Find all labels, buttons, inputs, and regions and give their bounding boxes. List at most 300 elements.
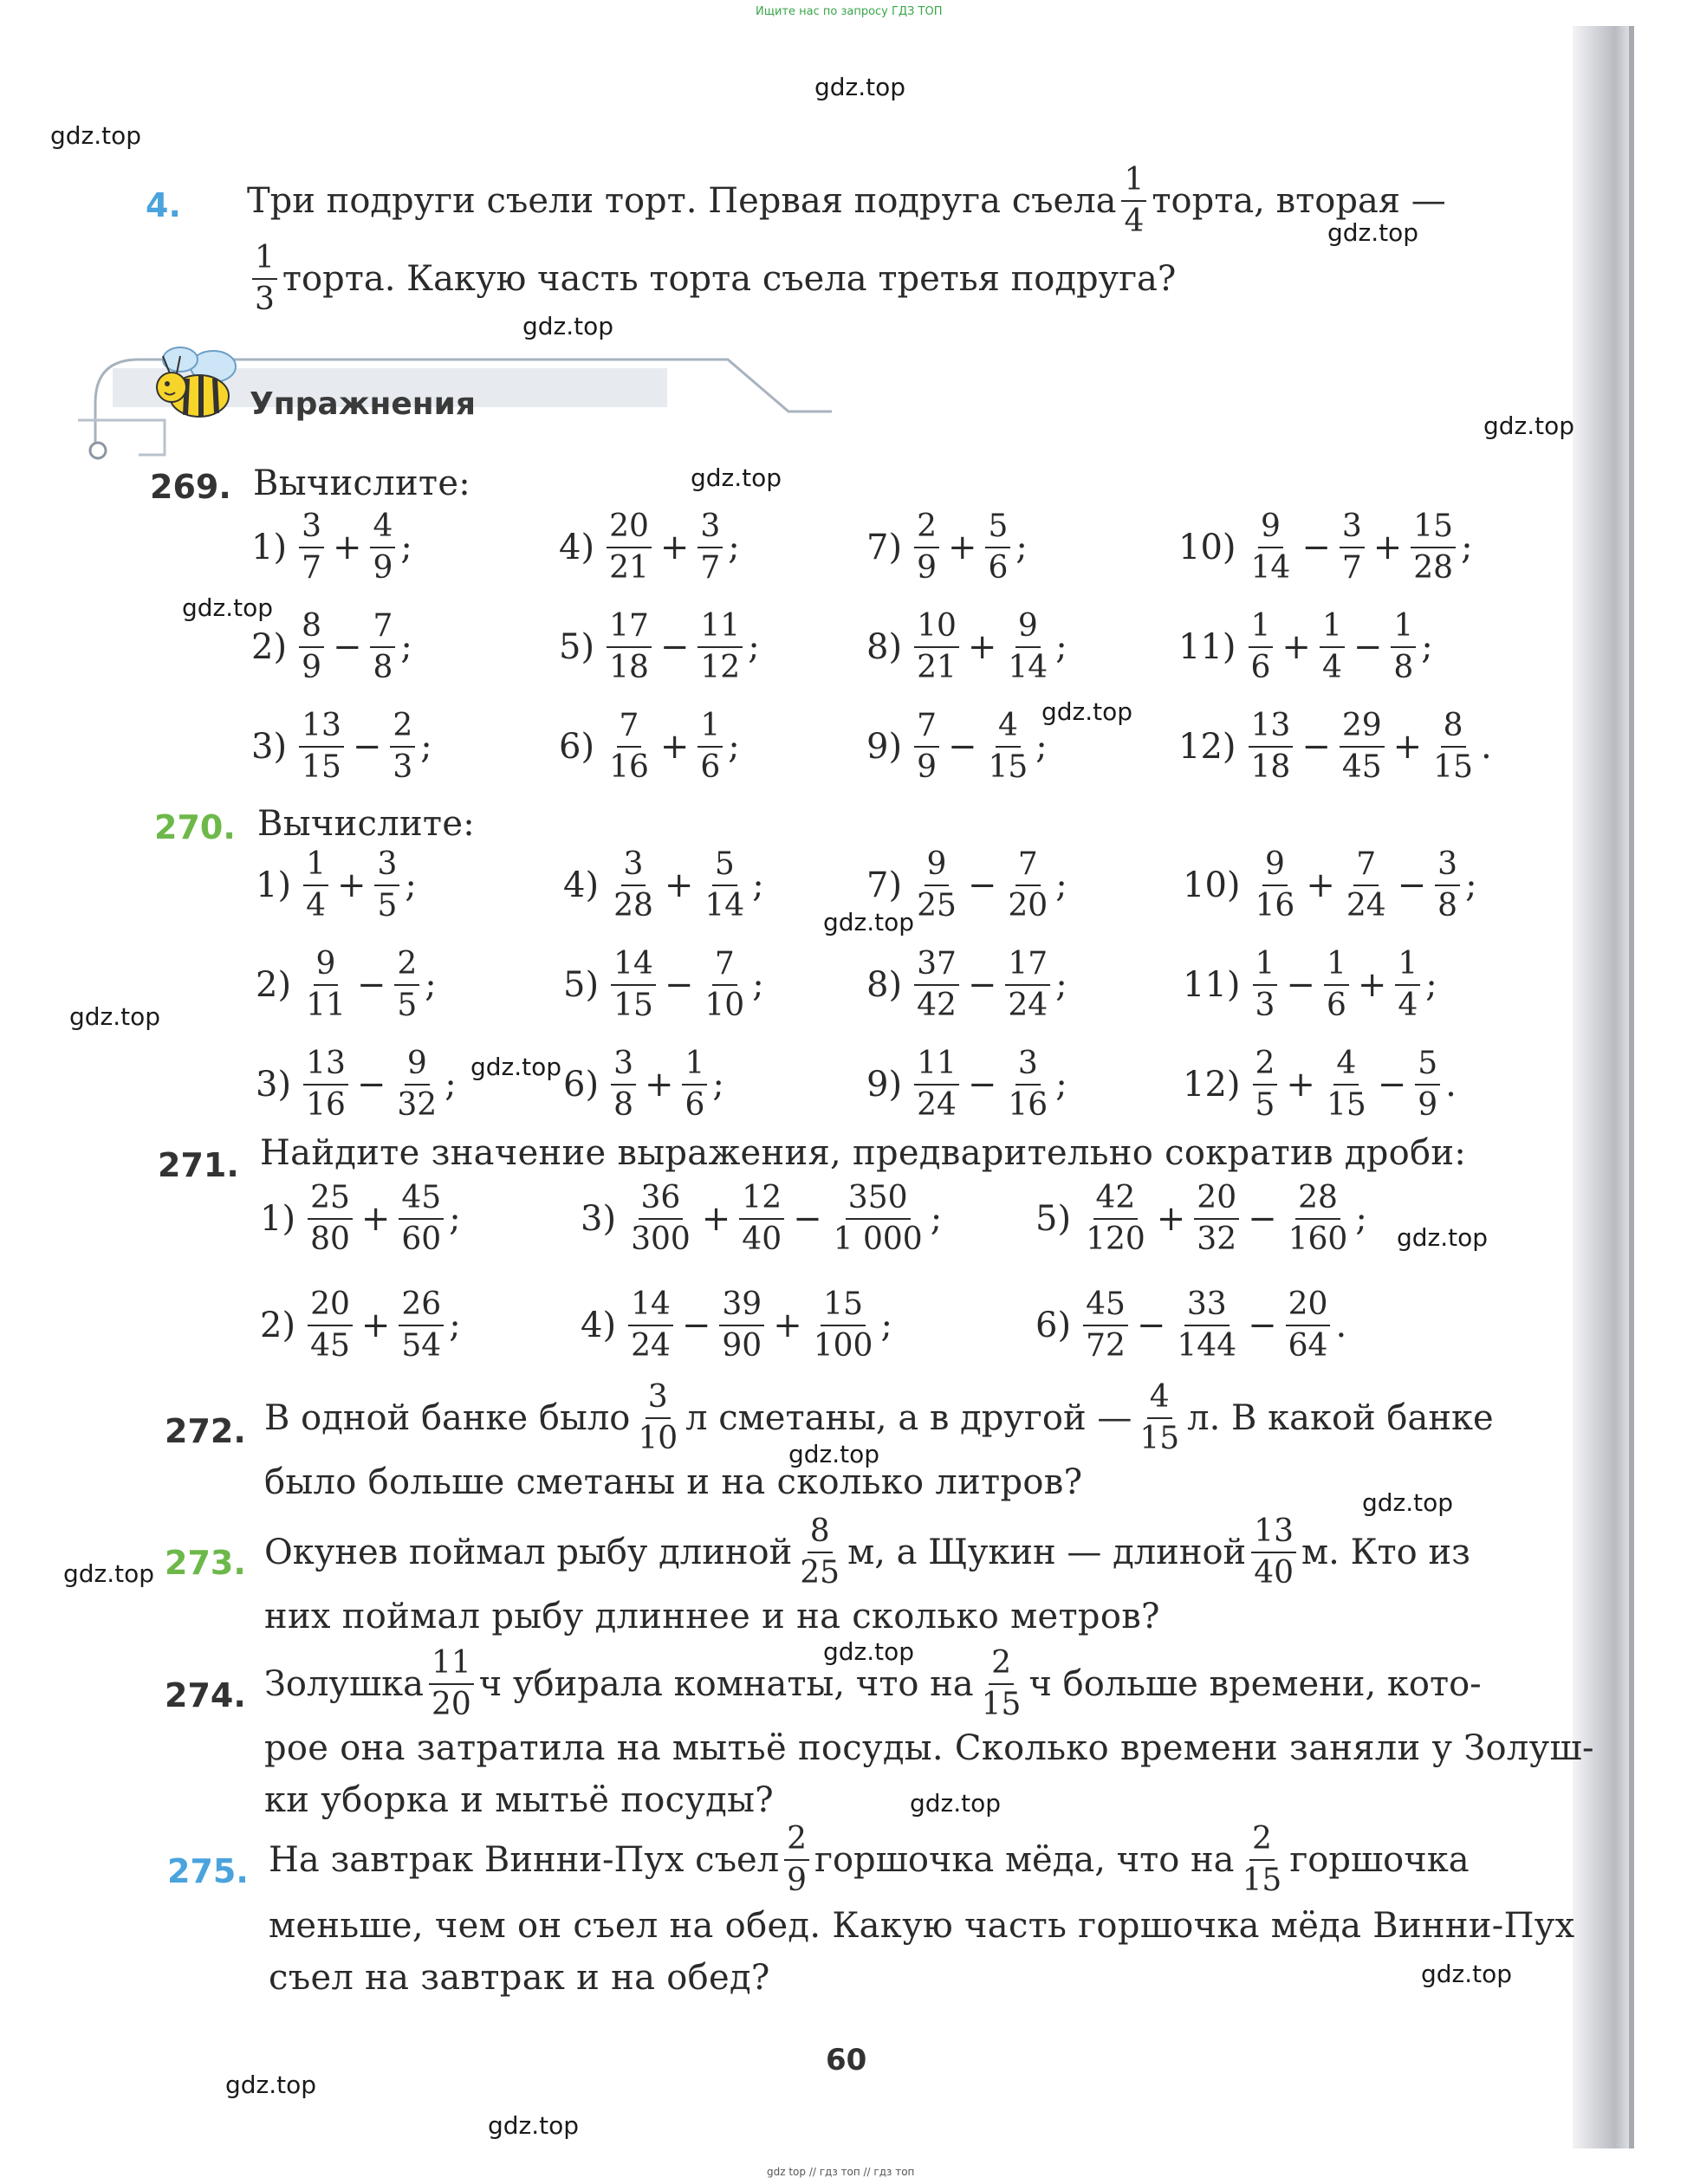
item-label: 6) [1035, 1306, 1072, 1345]
operator: − [356, 1065, 386, 1105]
fraction [607, 511, 652, 584]
operator: + [644, 1065, 674, 1105]
numerator: 5 [985, 511, 1010, 548]
fraction [1083, 1180, 1148, 1257]
fraction [308, 1286, 353, 1364]
item-end-punctuation: ; [449, 1199, 461, 1239]
operator: + [1392, 727, 1423, 767]
denominator: 120 [1086, 1222, 1145, 1257]
fraction [394, 1048, 439, 1121]
item-label: 6) [563, 1065, 600, 1105]
numerator: 7 [1015, 849, 1041, 886]
operator: − [352, 727, 382, 767]
ex-274-line-2: рое она затратила на мытьё посуды. Сколько времени заняли у Золуш- [264, 1728, 1594, 1768]
fraction [1253, 946, 1278, 1023]
fraction [1431, 710, 1476, 783]
operator: + [701, 1199, 731, 1239]
ex-273-text-a: Окунев поймал рыбу длиной [264, 1533, 793, 1572]
ex-275-line-2: меньше, чем он съел на обед. Какую часть горшочка мёда Винни-Пух [269, 1906, 1575, 1946]
fraction [1340, 511, 1365, 584]
item-label: 9) [866, 727, 903, 767]
item-end-punctuation: ; [425, 965, 437, 1005]
numerator: 17 [607, 611, 652, 648]
denominator: 72 [1086, 1328, 1126, 1364]
numerator: 1 [1121, 165, 1146, 202]
item-label: 1) [256, 865, 292, 905]
numerator: 4 [370, 511, 395, 548]
numerator: 7 [914, 710, 939, 748]
fraction [370, 511, 395, 584]
numerator: 13 [1249, 710, 1294, 748]
fraction [1324, 946, 1349, 1023]
operator: + [360, 1306, 391, 1345]
operator: − [664, 965, 694, 1005]
item-label: 9) [866, 1065, 903, 1105]
ex-270-title: Вычислите: [257, 804, 476, 844]
item-label: 1) [260, 1199, 296, 1239]
numerator: 20 [1286, 1289, 1331, 1326]
denominator: 8 [1437, 888, 1458, 924]
item-end-punctuation: ; [1035, 727, 1048, 767]
denominator: 40 [1254, 1555, 1294, 1591]
fraction [374, 846, 399, 924]
denominator: 45 [310, 1328, 350, 1364]
fraction [299, 710, 344, 783]
ex-275-line-3: съел на завтрак и на обед? [269, 1958, 770, 1998]
denominator: 45 [1341, 749, 1382, 785]
numerator: 11 [698, 611, 743, 648]
denominator: 16 [306, 1087, 346, 1123]
item-label: 4) [563, 865, 600, 905]
denominator: 18 [1250, 749, 1291, 785]
denominator: 32 [1197, 1222, 1237, 1257]
exercise-item [256, 846, 417, 924]
numerator: 3 [1015, 1048, 1041, 1086]
exercise-item [563, 946, 764, 1023]
numerator: 4 [1147, 1382, 1172, 1419]
exercise-item [251, 710, 432, 783]
operator: + [773, 1306, 802, 1345]
item-end-punctuation: ; [880, 1306, 892, 1345]
numerator: 13 [303, 1048, 348, 1086]
numerator: 45 [399, 1183, 444, 1220]
ex-272-text-a: В одной банке было [264, 1398, 631, 1438]
denominator: 3 [1255, 988, 1275, 1023]
fraction [682, 1048, 707, 1121]
fraction [1340, 710, 1385, 783]
task-4-number: 4. [146, 186, 181, 224]
denominator: 21 [609, 550, 649, 586]
denominator: 1 000 [833, 1222, 923, 1257]
exercise-item [559, 608, 760, 685]
fraction [1005, 1048, 1050, 1121]
fraction [1083, 1286, 1128, 1364]
item-end-punctuation: ; [1425, 965, 1437, 1005]
denominator: 60 [401, 1222, 442, 1257]
ex-275-text-a: На завтрак Винни-Пух съел [269, 1840, 780, 1880]
exercise-item [1035, 1286, 1347, 1364]
fraction [1174, 1286, 1239, 1364]
section-title: Упражнения [250, 386, 477, 422]
exercise-item [866, 511, 1028, 584]
watermark: gdz.top [63, 1559, 155, 1588]
numerator: 45 [1083, 1289, 1128, 1326]
operator: + [1156, 1199, 1186, 1239]
numerator: 1 [1395, 949, 1420, 986]
ex-272-text-c: л. В какой банке [1187, 1398, 1494, 1438]
operator: + [1357, 965, 1387, 1005]
fraction [607, 608, 652, 685]
exercise-item [1178, 608, 1433, 685]
watermark: gdz.top [788, 1440, 880, 1468]
item-label: 1) [251, 528, 288, 567]
denominator: 21 [917, 650, 957, 685]
operator: + [664, 865, 694, 905]
denominator: 8 [613, 1087, 633, 1123]
denominator: 16 [609, 749, 649, 785]
fraction [698, 511, 723, 584]
denominator: 4 [1124, 204, 1145, 239]
ex-273-line-1 [264, 1513, 1470, 1591]
watermark: gdz.top [225, 2071, 317, 2099]
page-number: 60 [826, 2043, 867, 2077]
exercise-item [559, 511, 740, 584]
item-label: 8) [866, 627, 903, 667]
item-label: 11) [1178, 627, 1236, 667]
denominator: 25 [917, 888, 957, 924]
numerator: 3 [1435, 849, 1460, 886]
numerator: 9 [925, 849, 950, 886]
denominator: 28 [613, 888, 653, 924]
fraction [831, 1180, 925, 1257]
numerator: 9 [1262, 849, 1288, 886]
operator: + [332, 528, 362, 567]
ex-272-line-2: было больше сметаны и на сколько литров? [264, 1462, 1083, 1502]
fraction [1415, 1048, 1440, 1121]
operator: − [967, 1065, 997, 1105]
ex-274-text-a: Золушка [264, 1664, 424, 1704]
exercise-item [559, 710, 740, 783]
item-end-punctuation: ; [400, 627, 412, 667]
operator: − [1301, 727, 1331, 767]
operator: − [1397, 865, 1427, 905]
exercise-item [256, 1048, 457, 1121]
fraction [914, 710, 939, 783]
fraction [1391, 608, 1416, 685]
denominator: 15 [981, 1687, 1022, 1722]
fraction [394, 946, 419, 1023]
operator: + [659, 528, 690, 567]
denominator: 24 [1008, 988, 1048, 1023]
item-end-punctuation: ; [1015, 528, 1028, 567]
item-end-punctuation: ; [1421, 627, 1433, 667]
numerator: 39 [719, 1289, 764, 1326]
denominator: 11 [306, 988, 346, 1023]
exercise-item [251, 608, 412, 685]
numerator: 1 [1320, 611, 1345, 648]
exercise-item [563, 1048, 724, 1121]
denominator: 6 [1250, 650, 1271, 685]
denominator: 6 [700, 749, 721, 785]
fraction [1249, 511, 1294, 584]
fraction [628, 1180, 693, 1257]
fraction [914, 608, 959, 685]
numerator: 5 [712, 849, 737, 886]
fraction [399, 1180, 444, 1257]
exercise-item [1183, 946, 1437, 1023]
fraction [1286, 1286, 1331, 1364]
denominator: 4 [1398, 988, 1418, 1023]
watermark: gdz.top [1041, 697, 1133, 726]
watermark: gdz.top [69, 1002, 161, 1031]
watermark: gdz.top [1362, 1488, 1454, 1517]
operator: − [681, 1306, 711, 1345]
numerator: 1 [1324, 949, 1349, 986]
item-label: 10) [1178, 528, 1236, 567]
fraction [914, 946, 959, 1023]
item-label: 11) [1183, 965, 1241, 1005]
denominator: 6 [1326, 988, 1346, 1023]
item-label: 12) [1183, 1065, 1241, 1105]
item-end-punctuation: ; [444, 1065, 457, 1105]
denominator: 14 [704, 888, 745, 924]
numerator: 8 [1441, 710, 1466, 748]
numerator: 3 [621, 849, 646, 886]
numerator: 9 [405, 1048, 430, 1086]
watermark: gdz.top [1327, 218, 1419, 247]
denominator: 25 [800, 1555, 840, 1591]
exercise-item [251, 511, 412, 584]
fraction [979, 1645, 1024, 1722]
fraction [1320, 608, 1345, 685]
numerator: 7 [712, 949, 737, 986]
numerator: 26 [399, 1289, 444, 1326]
fraction [429, 1645, 474, 1722]
denominator: 14 [1250, 550, 1291, 586]
watermark: gdz.top [50, 121, 142, 150]
numerator: 2 [989, 1648, 1014, 1685]
denominator: 15 [302, 749, 341, 785]
item-label: 3) [251, 727, 288, 767]
denominator: 160 [1288, 1222, 1348, 1257]
item-label: 6) [559, 727, 595, 767]
denominator: 300 [631, 1222, 691, 1257]
item-end-punctuation: ; [1055, 965, 1067, 1005]
operator: − [1353, 627, 1383, 667]
fraction [1249, 710, 1294, 783]
operator: − [1286, 965, 1315, 1005]
denominator: 20 [431, 1687, 471, 1722]
fraction [607, 710, 652, 783]
ex-270-number: 270. [154, 808, 236, 846]
numerator: 1 [682, 1048, 707, 1086]
denominator: 144 [1177, 1328, 1237, 1364]
fraction [914, 1048, 959, 1121]
fraction [628, 1286, 673, 1364]
numerator: 7 [370, 611, 395, 648]
numerator: 4 [996, 710, 1021, 748]
numerator: 9 [314, 949, 339, 986]
numerator: 15 [821, 1289, 866, 1326]
operator: − [1248, 1199, 1277, 1239]
denominator: 15 [1242, 1863, 1282, 1898]
numerator: 1 [252, 243, 277, 280]
fraction [299, 608, 324, 685]
denominator: 9 [917, 749, 937, 785]
numerator: 33 [1184, 1289, 1230, 1326]
denominator: 6 [988, 550, 1009, 586]
numerator: 2 [1249, 1824, 1275, 1861]
denominator: 5 [397, 988, 418, 1023]
ex-272-number: 272. [165, 1412, 246, 1450]
fraction [1194, 1180, 1239, 1257]
fraction [1411, 511, 1456, 584]
fraction [399, 1286, 444, 1364]
fraction [1137, 1379, 1182, 1456]
denominator: 80 [310, 1222, 350, 1257]
numerator: 2 [1253, 1048, 1278, 1086]
operator: − [1248, 1306, 1277, 1345]
numerator: 20 [607, 511, 652, 548]
operator: − [967, 965, 997, 1005]
numerator: 3 [374, 849, 399, 886]
numerator: 1 [1391, 611, 1416, 648]
watermark: gdz.top [814, 73, 906, 101]
operator: + [1306, 865, 1335, 905]
ex-273-line-2: них поймал рыбу длиннее и на сколько метров? [264, 1597, 1160, 1636]
operator: − [659, 627, 690, 667]
numerator: 13 [299, 710, 344, 748]
operator: + [1281, 627, 1311, 667]
task-4-line-1 [247, 162, 1446, 239]
denominator: 16 [1255, 888, 1295, 924]
numerator: 29 [1340, 710, 1385, 748]
ex-274-line-3: ки уборка и мытьё посуды? [264, 1780, 774, 1820]
denominator: 12 [700, 650, 741, 685]
item-label: 10) [1183, 865, 1241, 905]
denominator: 4 [306, 888, 326, 924]
ex-274-number: 274. [165, 1676, 246, 1714]
watermark: gdz.top [910, 1789, 1002, 1818]
fraction [1435, 846, 1460, 924]
numerator: 36 [639, 1183, 684, 1220]
operator: + [947, 528, 977, 567]
operator: + [360, 1199, 391, 1239]
fraction [1324, 1048, 1369, 1121]
numerator: 20 [1194, 1183, 1239, 1220]
numerator: 1 [1253, 949, 1278, 986]
ex-273-text-b: м, а Щукин — длиной [847, 1533, 1247, 1572]
operator: − [1377, 1065, 1407, 1105]
watermark: gdz.top [522, 312, 614, 340]
item-end-punctuation: ; [400, 528, 412, 567]
denominator: 9 [1418, 1087, 1438, 1123]
item-label: 2) [251, 627, 288, 667]
fraction [1395, 946, 1420, 1023]
numerator: 14 [628, 1289, 673, 1326]
watermark: gdz.top [488, 2111, 580, 2140]
denominator: 9 [302, 650, 321, 685]
fraction [1251, 1513, 1296, 1591]
exercise-item [1178, 710, 1492, 783]
denominator: 3 [393, 749, 413, 785]
task-4-line-2 [247, 240, 1177, 317]
numerator: 11 [429, 1648, 474, 1685]
fraction [390, 710, 415, 783]
watermark: gdz.top [1397, 1223, 1489, 1252]
denominator: 15 [988, 749, 1028, 785]
numerator: 2 [914, 511, 939, 548]
item-label: 12) [1178, 727, 1236, 767]
numerator: 8 [299, 611, 324, 648]
denominator: 7 [1341, 550, 1362, 586]
denominator: 15 [1139, 1421, 1180, 1456]
fraction [784, 1821, 809, 1898]
denominator: 9 [917, 550, 937, 586]
denominator: 24 [917, 1087, 957, 1123]
denominator: 40 [742, 1222, 782, 1257]
denominator: 4 [1321, 650, 1342, 685]
fraction [611, 846, 656, 924]
denominator: 8 [373, 650, 393, 685]
item-label: 5) [563, 965, 600, 1005]
watermark: gdz.top [1483, 412, 1575, 440]
exercise-item [1183, 846, 1477, 924]
denominator: 9 [373, 550, 393, 586]
item-end-punctuation: ; [728, 727, 740, 767]
item-end-punctuation: . [1480, 727, 1492, 767]
ex-269-number: 269. [150, 468, 231, 506]
numerator: 2 [394, 949, 419, 986]
numerator: 9 [1015, 611, 1041, 648]
top-note: Ищите нас по запросу ГДЗ ТОП [756, 5, 943, 18]
denominator: 9 [787, 1863, 808, 1898]
page-edge-line [1629, 26, 1634, 2148]
item-label: 2) [256, 965, 292, 1005]
numerator: 2 [784, 1824, 809, 1861]
operator: − [356, 965, 386, 1005]
fraction [611, 1048, 636, 1121]
numerator: 3 [299, 511, 324, 548]
numerator: 14 [611, 949, 656, 986]
operator: + [967, 627, 997, 667]
item-end-punctuation: ; [420, 727, 432, 767]
operator: − [332, 627, 362, 667]
operator: + [1286, 1065, 1315, 1105]
exercise-item [563, 846, 764, 924]
page-edge-shadow [1573, 26, 1633, 2148]
item-end-punctuation: ; [712, 1065, 724, 1105]
numerator: 20 [308, 1289, 353, 1326]
fraction [985, 710, 1030, 783]
ex-271-title: Найдите значение выражения, предварительно сократив дроби: [260, 1133, 1467, 1173]
bottom-note: gdz top // гдз топ // гдз топ [767, 2166, 915, 2178]
numerator: 37 [914, 949, 959, 986]
denominator: 16 [1008, 1087, 1048, 1123]
numerator: 25 [308, 1183, 353, 1220]
operator: − [793, 1199, 822, 1239]
fraction [1253, 846, 1298, 924]
ex-271-number: 271. [158, 1146, 239, 1184]
denominator: 24 [1346, 888, 1386, 924]
exercise-item [581, 1180, 943, 1257]
denominator: 54 [401, 1328, 442, 1364]
fraction [797, 1513, 842, 1591]
fraction [698, 710, 723, 783]
item-end-punctuation: ; [752, 865, 764, 905]
numerator: 3 [1340, 511, 1365, 548]
denominator: 28 [1413, 550, 1454, 586]
